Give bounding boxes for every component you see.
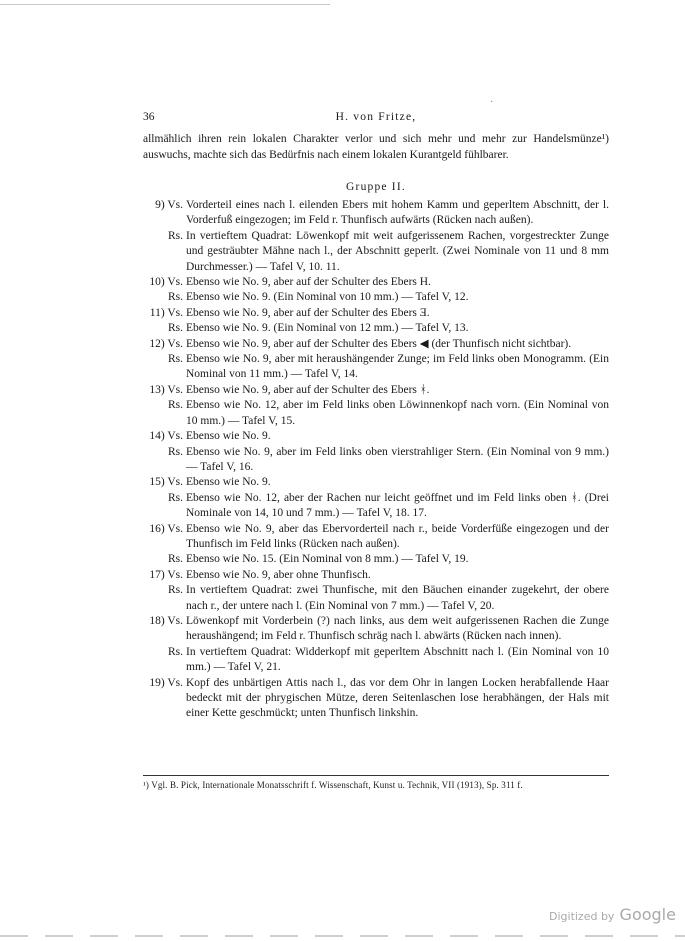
catalogue-entry (143, 290, 609, 305)
entry-label: Rs. (167, 291, 183, 304)
entry-label: 14) Vs. (149, 430, 183, 443)
entry-text: Ebenso wie No. 9, aber auf der Schulter des Ebers ◀ (der Thunfisch nicht sichtbar). (186, 337, 572, 350)
entry-label: 16) Vs. (149, 522, 183, 535)
catalogue-entry (143, 676, 609, 722)
catalogue-entry (143, 429, 609, 444)
entry-text: Ebenso wie No. 9, aber im Feld links oben vierstrahliger Stern. (Ein Nominal von 9 mm.) — Tafel V, 16. (186, 445, 609, 473)
running-title: H. von Fritze, (335, 111, 417, 123)
entry-text: Ebenso wie No. 9, aber auf der Schulter des Ebers H. (186, 276, 431, 289)
catalogue-entries (143, 198, 609, 722)
intro-paragraph: allmählich ihren rein lokalen Charakter verlor und sich mehr und mehr zur Handelsmünze¹) auswuchs, machte sich das Bedürfnis nach einem lokalen Kurantgeld fühlbarer. (143, 133, 609, 161)
entry-text: In vertieftem Quadrat: zwei Thunfische, mit den Bäuchen einander zugekehrt, der obere nach r., der untere nach l. (Ein Nominal von 7 mm.) — Tafel V, 20. (186, 584, 609, 612)
catalogue-entry (143, 229, 609, 275)
page-number: 36 (143, 111, 155, 123)
entry-text: Ebenso wie No. 9. (Ein Nominal von 12 mm.) — Tafel V, 13. (186, 322, 469, 335)
entry-label: 12) Vs. (149, 337, 183, 350)
entry-text: Ebenso wie No. 9. (186, 476, 271, 489)
catalogue-entry (143, 445, 609, 476)
entry-label: Rs. (167, 229, 183, 242)
catalogue-entry (143, 522, 609, 553)
catalogue-entry (143, 337, 609, 352)
entry-text: Ebenso wie No. 9. (Ein Nominal von 10 mm.) — Tafel V, 12. (186, 291, 469, 304)
entry-label: 17) Vs. (149, 568, 183, 581)
scan-edge-line (0, 4, 330, 5)
entry-text: Kopf des unbärtigen Attis nach l., das vor dem Ohr in langen Locken herabfallende Haar bedeckt mit der phrygischen Mütze, deren Seitenlaschen lose herabhängen, der Hals mit einer Kette geschmückt; unten Thunfisch linkshin. (186, 676, 609, 720)
entry-text: Ebenso wie No. 12, aber der Rachen nur leicht geöffnet und im Feld links oben ᚼ. (Drei Nominale von 14, 10 und 7 mm.) — Tafel V, 18. 17. (186, 491, 609, 520)
catalogue-entry (143, 383, 609, 398)
catalogue-entry (143, 198, 609, 229)
entry-label: Rs. (167, 445, 183, 458)
entry-label: Rs. (167, 584, 183, 597)
catalogue-entry (143, 398, 609, 429)
entry-label: 11) Vs. (149, 306, 183, 319)
entry-label: 13) Vs. (149, 383, 183, 396)
stray-mark: · (490, 97, 494, 108)
catalogue-entry (143, 568, 609, 583)
google-logo: Google (619, 905, 676, 924)
catalogue-entry (143, 552, 609, 567)
entry-label: 18) Vs. (149, 614, 183, 627)
catalogue-entry (143, 321, 609, 336)
catalogue-entry (143, 491, 609, 522)
footnote-divider (143, 775, 609, 776)
entry-text: Ebenso wie No. 15. (Ein Nominal von 8 mm.) — Tafel V, 19. (186, 553, 469, 566)
entry-label: Rs. (167, 645, 183, 658)
entry-label: 19) Vs. (149, 676, 183, 689)
entry-text: Ebenso wie No. 9, aber mit heraushängender Zunge; im Feld links oben Monogramm. (Ein Nominal von 11 mm.) — Tafel V, 14. (186, 353, 609, 381)
footnote: ¹) Vgl. B. Pick, Internationale Monatsschrift f. Wissenschaft, Kunst u. Technik, VII (1913), Sp. 311 f. (143, 780, 523, 790)
catalogue-entry (143, 583, 609, 614)
entry-text: Ebenso wie No. 9, aber auf der Schulter des Ebers Ǝ. (186, 306, 430, 319)
entry-label: Rs. (167, 399, 183, 412)
entry-text: Löwenkopf mit Vorderbein (?) nach links, aus dem weit aufgerissenen Rachen die Zunge heraushängend; im Feld r. Thunfisch schräg nach l. abwärts (Rücken nach innen). (186, 614, 609, 643)
catalogue-entry (143, 645, 609, 676)
entry-text: In vertieftem Quadrat: Löwenkopf mit weit aufgerissenem Rachen, vorgestreckter Zunge und gesträubter Mähne nach l., der Abschnitt geperlt. (Zwei Nominale von 11 und 8 mm Durchmesser.) — Tafel V, 10. 11. (186, 229, 609, 273)
entry-label: 10) Vs. (149, 276, 183, 289)
watermark-prefix: Digitized by (549, 910, 615, 923)
catalogue-entry (143, 275, 609, 290)
catalogue-entry (143, 306, 609, 321)
entry-text: Vorderteil eines nach l. eilenden Ebers mit hohem Kamm und geperltem Abschnitt, der l. Vorderfuß eingezogen; im Feld r. Thunfisch aufwärts (Rücken nach außen). (186, 199, 609, 227)
catalogue-entry (143, 614, 609, 645)
entry-text: In vertieftem Quadrat: Widderkopf mit geperltem Abschnitt nach l. (Ein Nominal von 10 mm.) — Tafel V, 21. (186, 645, 609, 674)
entry-label: 9) Vs. (155, 199, 183, 211)
entry-text: Ebenso wie No. 9, aber das Ebervorderteil nach r., beide Vorderfüße eingezogen und der Thunfisch im Feld links (Rücken nach außen). (186, 522, 609, 550)
entry-label: Rs. (167, 322, 183, 335)
catalogue-entry (143, 352, 609, 383)
entry-label: Rs. (167, 353, 183, 366)
section-heading: Gruppe II. (346, 181, 406, 193)
entry-text: Ebenso wie No. 9. (186, 430, 271, 443)
google-watermark (549, 905, 676, 924)
entry-text: Ebenso wie No. 12, aber im Feld links oben Löwinnenkopf nach vorn. (Ein Nominal von 10 mm.) — Tafel V, 15. (186, 399, 609, 427)
entry-label: 15) Vs. (149, 476, 183, 489)
entry-label: Rs. (167, 491, 183, 504)
catalogue-entry (143, 475, 609, 490)
entry-label: Rs. (167, 553, 183, 566)
entry-text: Ebenso wie No. 9, aber auf der Schulter des Ebers ᚼ. (186, 383, 430, 396)
scan-edge-bottom (0, 935, 685, 937)
entry-text: Ebenso wie No. 9, aber ohne Thunfisch. (186, 568, 371, 581)
